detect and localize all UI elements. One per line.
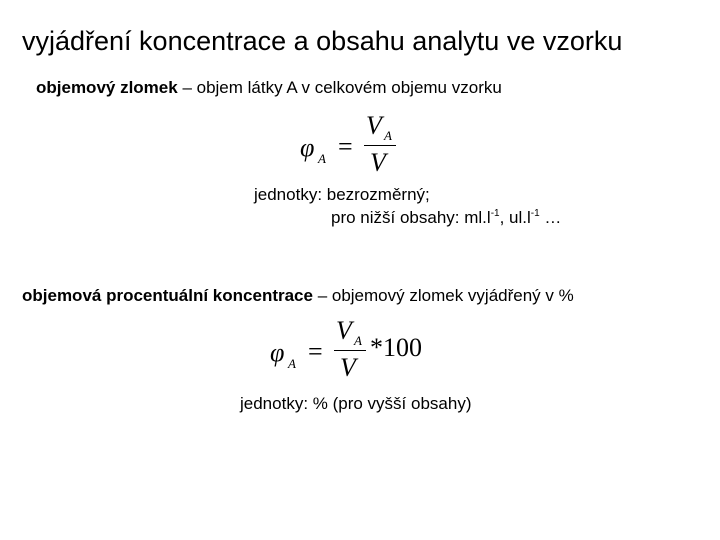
- equals-sign: =: [308, 337, 323, 366]
- volume-fraction-description: – objem látky A v celkovém objemu vzorku: [177, 78, 502, 97]
- fraction-bar: [364, 145, 396, 146]
- numerator-symbol: V: [366, 111, 382, 140]
- numerator-subscript: A: [354, 333, 362, 348]
- page-title: vyjádření koncentrace a obsahu analytu ve vzorku: [22, 26, 623, 56]
- units-ul-per-l: , ul.l: [499, 208, 531, 227]
- units-line-1: jednotky: bezrozměrný;: [254, 185, 430, 204]
- ellipsis: …: [539, 208, 562, 227]
- volume-percent-description: – objemový zlomek vyjádřený v %: [312, 286, 574, 305]
- numerator-symbol: V: [336, 316, 352, 345]
- units-percent: jednotky: % (pro vyšší obsahy): [240, 394, 472, 413]
- numerator-subscript: A: [384, 128, 392, 143]
- equals-sign: =: [338, 132, 353, 161]
- volume-fraction-definition: [36, 78, 502, 98]
- phi-symbol: φ: [300, 133, 315, 162]
- phi-subscript: A: [318, 151, 326, 166]
- volume-percent-formula: [270, 313, 440, 385]
- volume-percent-term: objemová procentuální koncentrace: [22, 286, 313, 305]
- multiplier: *100: [370, 333, 422, 362]
- units-ml-per-l: pro nižší obsahy: ml.l: [331, 208, 491, 227]
- denominator-symbol: V: [370, 148, 386, 177]
- volume-fraction-term: objemový zlomek: [36, 78, 178, 97]
- fraction-bar: [334, 350, 366, 351]
- denominator-symbol: V: [340, 353, 356, 382]
- phi-subscript: A: [288, 356, 296, 371]
- phi-symbol: φ: [270, 338, 285, 367]
- units-line-2: [331, 208, 561, 228]
- exponent: -1: [530, 208, 540, 219]
- exponent: -1: [490, 208, 500, 219]
- volume-fraction-formula: [300, 108, 400, 180]
- volume-percent-definition: [22, 286, 574, 306]
